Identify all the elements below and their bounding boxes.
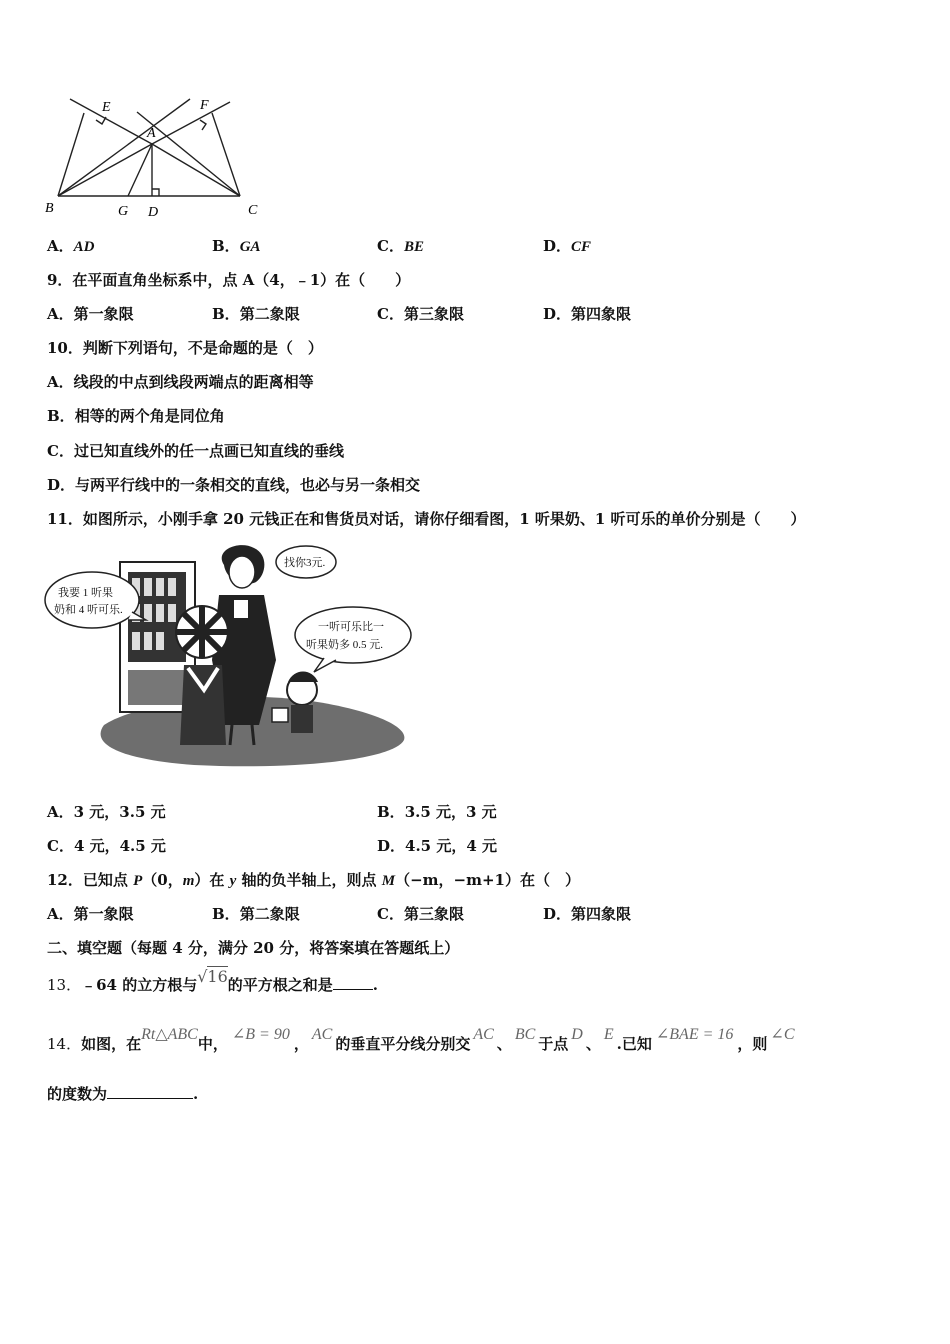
q14-stem-line1: 14．如图，在Rt△ABC中，∠B = 90，AC的垂直平分线分别交AC、BC于点D、E.已知∠BAE = 16，则∠C (47, 1026, 795, 1053)
bubble-top-text: 找你3元. (284, 557, 326, 569)
q10-option-a[interactable]: A．线段的中点到线段两端点的距离相等 (47, 373, 314, 391)
shop-illustration-q11 (44, 540, 414, 770)
q9-stem: 9．在平面直角坐标系中，点 A（4，﹣1）在（ ） (47, 271, 411, 289)
q12-option-c[interactable]: C．第三象限 (377, 905, 464, 923)
label-D: D (148, 205, 159, 220)
label-F: F (200, 98, 209, 113)
q14-answer-blank[interactable] (107, 1084, 193, 1099)
label-E: E (102, 100, 111, 115)
q10-option-c[interactable]: C．过已知直线外的任一点画已知直线的垂线 (47, 442, 344, 460)
q12-option-d[interactable]: D．第四象限 (543, 905, 632, 923)
sqrt-16: √16 (197, 967, 228, 986)
q12-option-a[interactable]: A．第一象限 (47, 905, 134, 923)
q8-option-c[interactable]: C．BE (377, 237, 424, 255)
q9-option-c[interactable]: C．第三象限 (377, 305, 464, 323)
q9-option-a[interactable]: A．第一象限 (47, 305, 134, 323)
label-B: B (45, 201, 54, 216)
bubble-left-line1: 我要 1 听果 (58, 587, 113, 599)
q9-option-d[interactable]: D．第四象限 (543, 305, 632, 323)
q13-stem: 13．﹣64 的立方根与√16的平方根之和是 . (47, 967, 379, 994)
label-G: G (118, 204, 129, 219)
q10-stem: 10．判断下列语句，不是命题的是（ ） (47, 339, 323, 357)
q8-option-b[interactable]: B．GA (212, 237, 261, 255)
q13-answer-blank[interactable] (333, 975, 373, 990)
q10-option-b[interactable]: B．相等的两个角是同位角 (47, 407, 225, 425)
q11-option-a[interactable]: A．3 元，3.5 元 (47, 803, 166, 821)
speech-bubble-left (45, 572, 139, 628)
q11-option-c[interactable]: C．4 元，4.5 元 (47, 837, 166, 855)
q11-option-d[interactable]: D．4.5 元，4 元 (377, 837, 497, 855)
q11-stem: 11．如图所示，小刚手拿 20 元钱正在和售货员对话，请你仔细看图，1 听果奶、1 听可乐的单价分别是（ ） (47, 510, 806, 528)
geometry-figure-q8 (40, 92, 280, 222)
q12-stem: 12．已知点 P（0，m）在 y 轴的负半轴上，则点 M（−m，−m+1）在（ ） (47, 871, 580, 889)
boy-with-umbrella (176, 606, 228, 745)
label-A: A (147, 126, 156, 141)
bubble-right-line1: 一听可乐比一 (318, 621, 384, 633)
q12-option-b[interactable]: B．第二象限 (212, 905, 300, 923)
label-C: C (248, 203, 258, 218)
q11-option-b[interactable]: B．3.5 元，3 元 (377, 803, 497, 821)
speech-bubble-right (295, 607, 411, 663)
q8-option-d[interactable]: D．CF (543, 237, 592, 255)
q9-option-b[interactable]: B．第二象限 (212, 305, 300, 323)
q10-option-d[interactable]: D．与两平行线中的一条相交的直线，也必与另一条相交 (47, 476, 421, 494)
q8-option-a[interactable]: A．AD (47, 237, 95, 255)
q14-stem-line2: 的度数为 . (47, 1085, 199, 1103)
bubble-right-line2: 听果奶多 0.5 元. (306, 639, 383, 651)
bubble-left-line2: 奶和 4 听可乐. (54, 604, 123, 616)
section-heading-fill-in: 二、填空题（每题 4 分，满分 20 分，将答案填在答题纸上） (47, 939, 460, 957)
